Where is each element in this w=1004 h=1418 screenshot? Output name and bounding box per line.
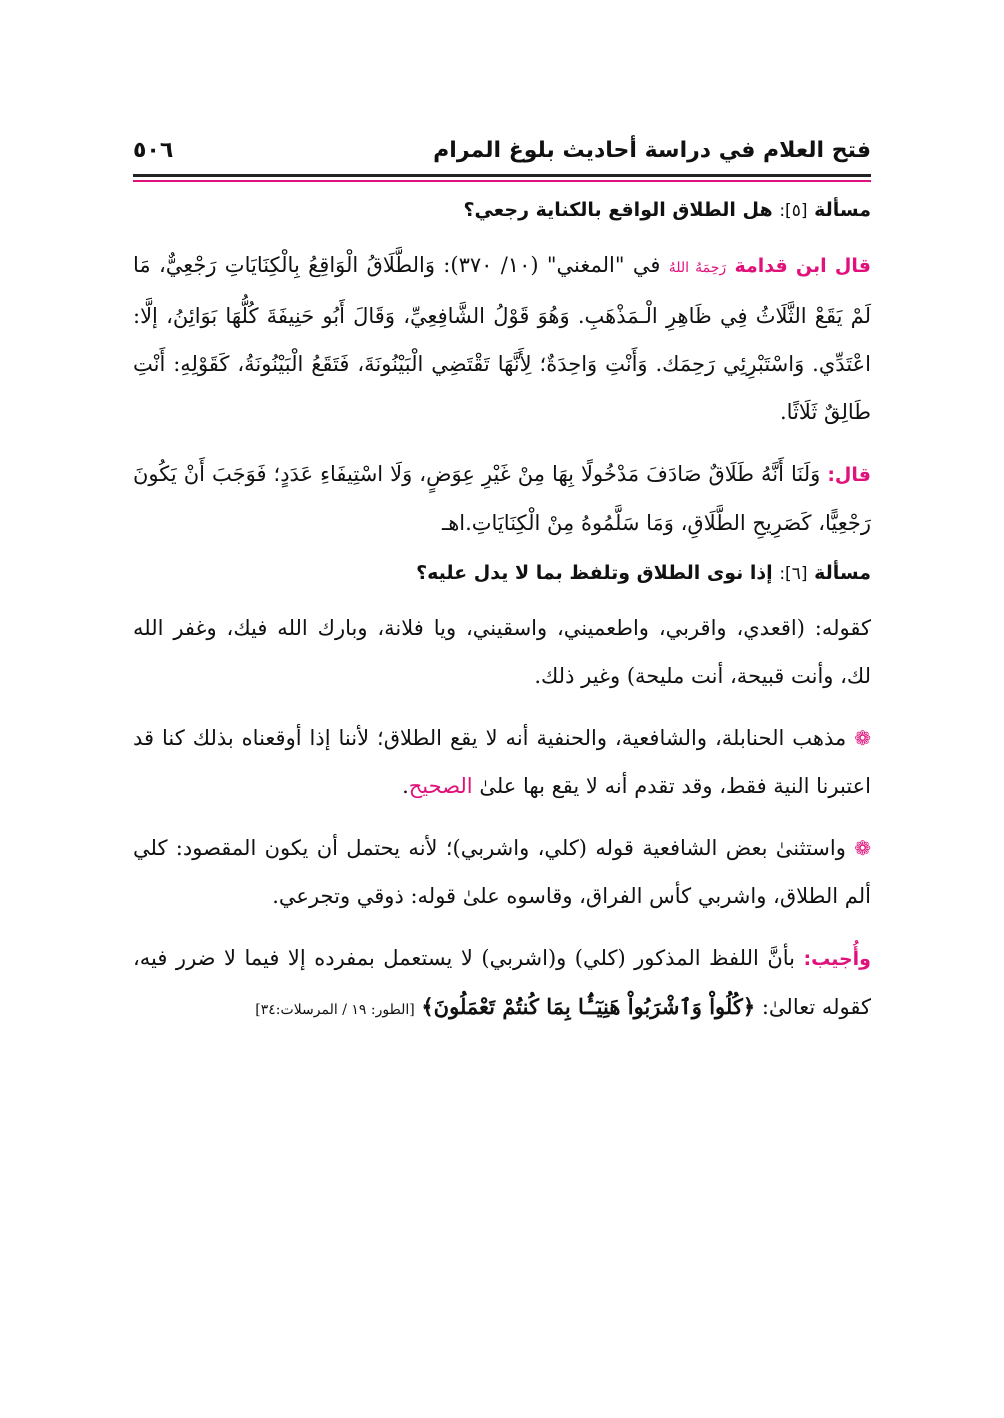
paragraph-answer <box>133 934 871 1034</box>
paragraph-text: بأنَّ اللفظ المذكور (كلي) و(اشربي) لا يستعمل بمفرده إلا فيما لا ضرر فيه، كقوله تعالىٰ: <box>133 946 871 1019</box>
speaker-label: وأُجيب: <box>803 948 871 970</box>
paragraph-text: كقوله: (اقعدي، واقربي، واطعميني، واسقيني، ويا فلانة، وبارك الله فيك، وغفر الله لك، وأنت قبيحة، أنت مليحة) وغير ذلك. <box>133 616 871 688</box>
paragraph-exception <box>133 824 871 920</box>
question-label: مسألة <box>814 199 871 221</box>
question-5-heading <box>133 198 871 223</box>
question-label: مسألة <box>814 562 871 584</box>
paragraph-examples <box>133 604 871 700</box>
highlight-word: الصحيح <box>408 774 473 798</box>
page-number: ٥٠٦ <box>133 137 174 163</box>
header-rule-thick <box>133 174 871 177</box>
quran-verse: ﴿كُلُواْ وَٱشْرَبُواْ هَنِيٓـَٔۢا بِمَا كُنتُمْ تَعْمَلُونَ﴾ <box>421 994 756 1019</box>
question-title: هل الطلاق الواقع بالكناية رجعي؟ <box>463 199 773 221</box>
flower-bullet-icon: ❁ <box>854 726 871 750</box>
paragraph-qala <box>133 450 871 547</box>
book-title: فتح العلام في دراسة أحاديث بلوغ المرام <box>433 137 871 163</box>
page-body <box>133 186 871 1048</box>
header-rule-thin <box>133 180 871 182</box>
paragraph-text: وَلَنَا أَنَّهُ طَلَاقٌ صَادَفَ مَدْخُولًا بِهَا مِنْ غَيْرِ عِوَضٍ، وَلَا اسْتِيفَاءِ عَدَدٍ؛ فَوَجَبَ أَنْ يَكُونَ رَجْعِيًّا، كَصَرِيحِ الطَّلَاقِ، وَمَا سَلَّمُوهُ مِنْ الْكِنَايَاتِ.اهـ <box>133 462 871 535</box>
question-title: إذا نوى الطلاق وتلفظ بما لا يدل عليه؟ <box>416 562 773 584</box>
question-number: [٦]: <box>779 564 808 584</box>
question-6-heading <box>133 561 871 586</box>
question-number: [٥]: <box>779 201 808 221</box>
paragraph-text: مذهب الحنابلة، والشافعية، والحنفية أنه لا يقع الطلاق؛ لأننا إذا أوقعناه بذلك كنا قد اعتبرنا النية فقط، وقد تقدم أنه لا يقع بها علىٰ <box>133 726 871 798</box>
paragraph-text: في "المغني" (١٠/ ٣٧٠): وَالطَّلَاقُ الْوَاقِعُ بِالْكِنَايَاتِ رَجْعِيٌّ، مَا لَمْ يَقَعْ الثَّلَاثُ فِي ظَاهِرِ الْـمَذْهَبِ. وَهُوَ قَوْلُ الشَّافِعِيِّ، وَقَالَ أَبُو حَنِيفَةَ كُلُّهَا بَوَائِنُ، إلَّا: اعْتَدِّي. وَاسْتَبْرِئِي رَحِمَك. وَأَنْتِ وَاحِدَةٌ؛ لِأَنَّهَا تَقْتَضِي الْبَيْنُونَةَ، فَتَقَعُ الْبَيْنُونَةُ، كَقَوْلِهِ: أَنْتِ طَالِقٌ ثَلَاثًا. <box>133 253 871 424</box>
paragraph-madhhab <box>133 714 871 810</box>
running-header <box>133 128 871 172</box>
verse-reference: [الطور: ١٩ / المرسلات:٣٤] <box>255 1002 415 1018</box>
speaker-name: قال ابن قدامة <box>734 255 871 277</box>
paragraph-end: . <box>402 774 409 798</box>
speaker-label: قال: <box>827 464 871 486</box>
honorific: رَحِمَهُ اللهُ <box>668 260 727 276</box>
paragraph-ibn-qudama <box>133 241 871 436</box>
paragraph-text: واستثنىٰ بعض الشافعية قوله (كلي، واشربي)؛ لأنه يحتمل أن يكون المقصود: كلي ألم الطلاق، واشربي كأس الفراق، وقاسوه علىٰ قوله: ذوقي وتجرعي. <box>133 836 871 908</box>
flower-bullet-icon: ❁ <box>854 836 871 860</box>
